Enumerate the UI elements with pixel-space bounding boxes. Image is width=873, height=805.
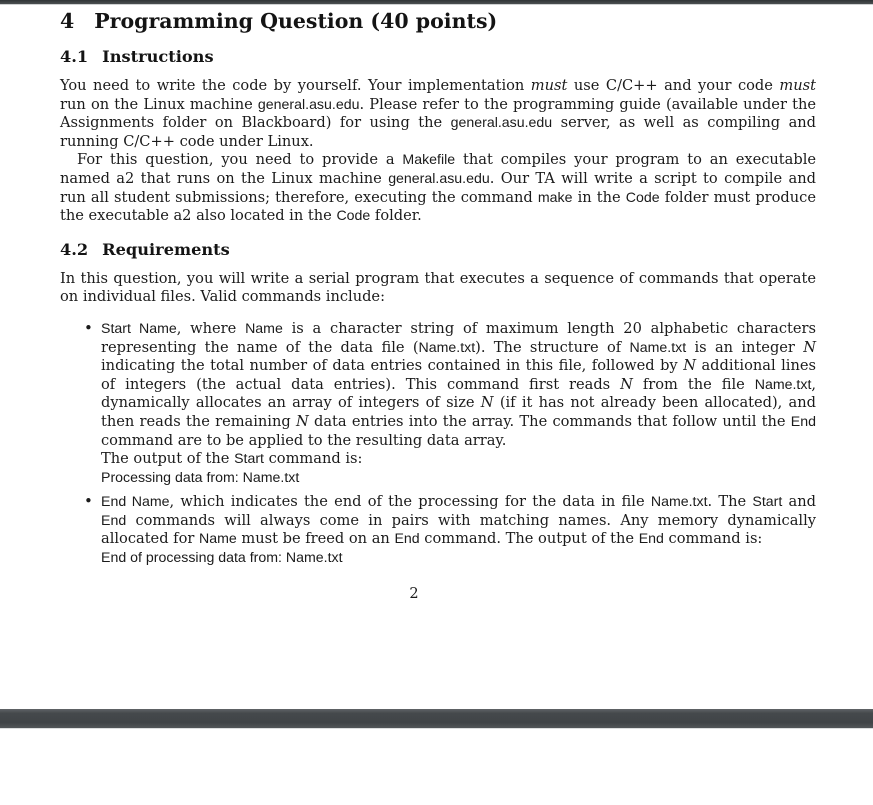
body-text: and — [782, 493, 816, 511]
code-term: End — [638, 531, 664, 548]
body-text: command are to be applied to the resulting data array. — [101, 431, 507, 449]
body-text: . Please refer to the programming guide (available under the Assignments folder on Blackboard) for using the — [60, 95, 816, 132]
body-text: data entries into the array. The commands that follow until the — [308, 412, 791, 430]
code-term: Name.txt — [650, 494, 708, 511]
body-text: In this question, you will write a serial program that executes a sequence of commands that operate on individual files. Valid commands include: — [60, 269, 816, 306]
body-text: run on the Linux machine — [60, 95, 258, 113]
section-title: Programming Question (40 points) — [94, 9, 498, 33]
body-text: ). The structure of — [475, 338, 630, 356]
code-term: general.asu.edu — [388, 170, 490, 187]
body-text: command. The output of the — [419, 530, 639, 548]
pdf-page — [0, 5, 873, 709]
body-text: folder. — [370, 207, 422, 225]
emphasis-text: N — [620, 375, 633, 393]
emphasis-text: must — [779, 77, 816, 94]
body-text: command is: — [663, 530, 763, 548]
section-heading — [60, 11, 816, 32]
code-term: Code — [625, 189, 660, 206]
code-term: general.asu.edu — [450, 115, 553, 132]
body-text: additional lines of integers (the actual data entries). This command first reads — [101, 357, 816, 393]
code-term: general.asu.edu — [257, 96, 360, 113]
body-text: , where — [176, 319, 246, 337]
body-text: must be freed on an — [236, 530, 395, 548]
subsection-heading — [60, 48, 816, 65]
body-text: folder must produce the executable a2 also located in the — [60, 188, 816, 225]
paragraph — [60, 270, 816, 307]
subsection-number: 4.2 — [60, 239, 89, 259]
body-text: use C/C++ and your code — [567, 77, 780, 94]
code-term: make — [537, 189, 573, 206]
body-text: commands will always come in pairs with matching names. Any memory dynamically allocated for — [101, 511, 816, 548]
body-text: , which indicates the end of the processing for the data in file — [169, 493, 651, 511]
emphasis-text: N — [480, 394, 494, 412]
page-text-column — [60, 5, 816, 568]
command-list-item — [101, 493, 816, 567]
body-text: For this question, you need to provide a — [77, 151, 403, 169]
subsection-title: Requirements — [102, 239, 230, 259]
body-text: (if it has not already been allocated), and then reads the remaining — [101, 394, 816, 430]
subsection-title: Instructions — [102, 47, 214, 66]
body-text: is a character string of maximum length 20 alphabetic characters representing the name of the data file ( — [101, 319, 816, 356]
emphasis-text: N — [683, 357, 696, 375]
body-text: . Our TA will write a script to compile and run all student submissions; therefore, executing the command — [60, 169, 816, 206]
code-term: Name.txt — [629, 339, 687, 356]
body-text: is an integer — [686, 338, 804, 356]
body-text: , dynamically allocates an array of integers of size — [101, 375, 817, 412]
subsection-heading — [60, 241, 816, 258]
code-term: End — [394, 531, 420, 548]
body-text: in the — [572, 188, 626, 206]
code-term: End — [101, 512, 127, 529]
emphasis-text: must — [530, 77, 568, 94]
section-number: 4 — [60, 9, 75, 33]
body-text: . The — [707, 493, 753, 511]
emphasis-text: N — [803, 338, 816, 356]
body-text: server, as well as compiling and running C/C++ code under Linux. — [60, 114, 817, 150]
subsection-number: 4.1 — [60, 47, 89, 66]
code-term: Name — [198, 531, 237, 548]
code-term: Start — [234, 451, 264, 468]
window-bottom-divider-bar — [0, 709, 873, 729]
code-term: End — [790, 413, 816, 430]
paragraph — [60, 151, 816, 225]
code-term: Name.txt — [418, 339, 476, 356]
code-term: Name — [245, 320, 283, 337]
page-number: 2 — [409, 586, 419, 602]
command-list — [60, 320, 816, 568]
body-text: The output of the — [101, 450, 235, 468]
body-text: from the file — [632, 375, 755, 393]
body-text: indicating the total number of data entries contained in this file, followed by — [101, 357, 684, 375]
paragraph — [60, 77, 816, 151]
command-list-item — [101, 320, 816, 487]
code-term: End of processing data from: Name.txt — [101, 550, 343, 567]
body-text: command is: — [263, 450, 363, 468]
document-body — [60, 48, 816, 568]
code-term: Code — [336, 208, 371, 225]
code-term: Start Name — [101, 320, 177, 337]
emphasis-text: N — [295, 412, 309, 430]
code-term: Start — [752, 494, 783, 511]
code-term: Name.txt — [754, 376, 812, 393]
code-term: Makefile — [402, 152, 456, 169]
body-text: that compiles your program to an executable named a2 that runs on the Linux machine — [60, 151, 817, 187]
body-text: You need to write the code by yourself. Your implementation — [60, 77, 531, 94]
code-term: End Name — [101, 494, 170, 511]
code-term: Processing data from: Name.txt — [101, 469, 300, 486]
